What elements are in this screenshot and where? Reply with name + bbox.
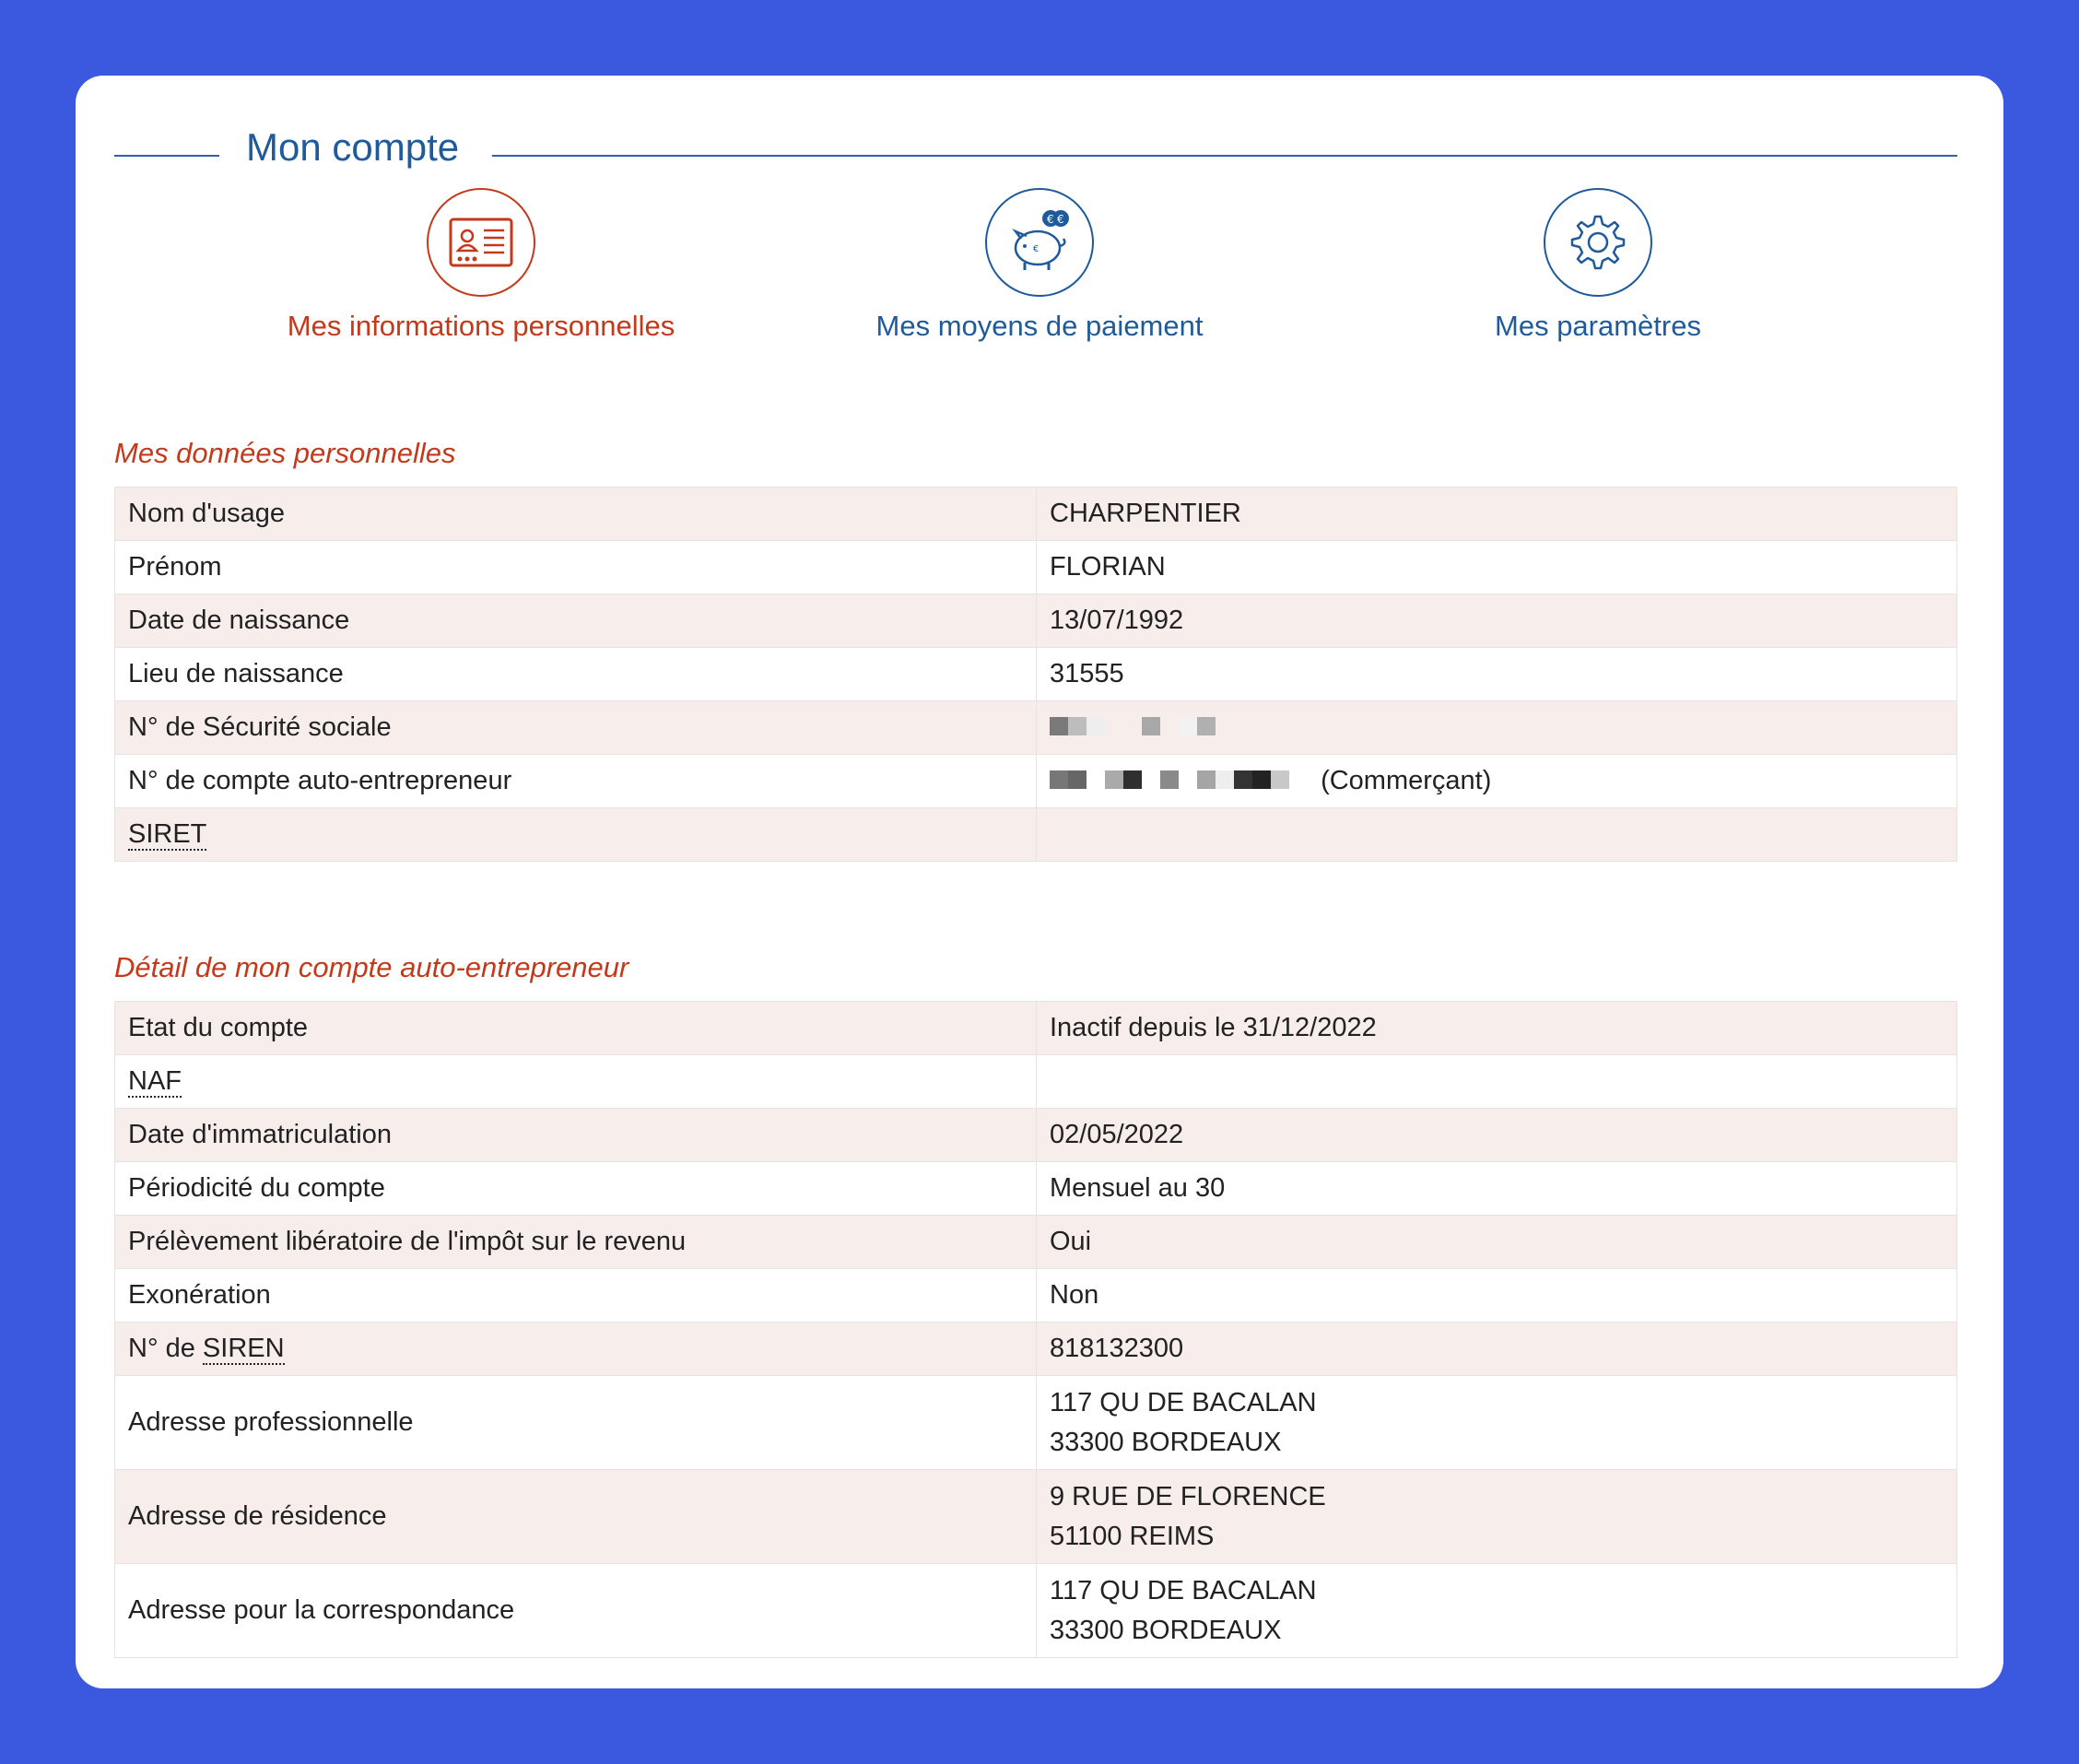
table-row	[115, 1323, 1957, 1376]
svg-text:€: €	[1047, 213, 1054, 226]
nav-payment-methods-label: Mes moyens de paiement	[875, 310, 1204, 342]
row-label	[115, 808, 1037, 862]
row-value-address	[1037, 1564, 1957, 1658]
nav-personal-info-label: Mes informations personnelles	[287, 310, 675, 342]
gear-icon	[1544, 188, 1652, 297]
naf-abbr: NAF	[128, 1066, 182, 1096]
row-label: Adresse pour la correspondance	[115, 1564, 1037, 1658]
table-row	[115, 1269, 1957, 1323]
nav-personal-info[interactable]	[159, 188, 804, 343]
row-value-address	[1037, 1470, 1957, 1564]
row-value	[1037, 755, 1957, 808]
row-value: 31555	[1037, 648, 1957, 701]
table-row	[115, 541, 1957, 594]
row-label: Périodicité du compte	[115, 1162, 1037, 1216]
nav-settings[interactable]	[1275, 188, 1920, 343]
row-value: Inactif depuis le 31/12/2022	[1037, 1002, 1957, 1055]
siren-abbr: SIREN	[202, 1334, 285, 1363]
row-value: CHARPENTIER	[1037, 488, 1957, 541]
row-label: N° de Sécurité sociale	[115, 701, 1037, 755]
row-label: N° de compte auto-entrepreneur	[115, 755, 1037, 808]
table-row	[115, 755, 1957, 808]
table-row	[115, 808, 1957, 862]
table-row	[115, 1216, 1957, 1269]
row-label: Prénom	[115, 541, 1037, 594]
svg-text:€: €	[1057, 213, 1064, 226]
masked-account-number	[1050, 770, 1289, 789]
table-row	[115, 701, 1957, 755]
row-value: Mensuel au 30	[1037, 1162, 1957, 1216]
row-value-masked	[1037, 701, 1957, 755]
account-type: (Commerçant)	[1321, 766, 1492, 795]
row-label: Date de naissance	[115, 594, 1037, 648]
table-row	[115, 1109, 1957, 1162]
row-label: Etat du compte	[115, 1002, 1037, 1055]
row-label: Nom d'usage	[115, 488, 1037, 541]
table-row	[115, 1470, 1957, 1564]
title-divider-left	[114, 155, 219, 157]
row-value: 02/05/2022	[1037, 1109, 1957, 1162]
row-value-address	[1037, 1376, 1957, 1470]
table-row	[115, 1002, 1957, 1055]
table-row	[115, 1055, 1957, 1109]
row-value	[1037, 1055, 1957, 1109]
table-row	[115, 594, 1957, 648]
address-line-1: 9 RUE DE FLORENCE	[1050, 1481, 1326, 1511]
masked-social-security-number	[1050, 717, 1216, 735]
table-row	[115, 648, 1957, 701]
row-value: FLORIAN	[1037, 541, 1957, 594]
page-title: Mon compte	[246, 125, 460, 169]
address-line-1: 117 QU DE BACALAN	[1050, 1387, 1317, 1417]
address-line-2: 33300 BORDEAUX	[1050, 1615, 1282, 1645]
row-label	[115, 1055, 1037, 1109]
section-title-personal: Mes données personnelles	[114, 437, 456, 469]
row-value: 818132300	[1037, 1323, 1957, 1376]
table-row	[115, 1376, 1957, 1470]
svg-text:€: €	[1033, 244, 1040, 254]
row-label: Adresse de résidence	[115, 1470, 1037, 1564]
piggy-bank-icon	[985, 188, 1094, 297]
row-label: Prélèvement libératoire de l'impôt sur le revenu	[115, 1216, 1037, 1269]
id-card-icon	[427, 188, 535, 297]
title-divider-right	[492, 155, 1957, 157]
address-line-1: 117 QU DE BACALAN	[1050, 1575, 1317, 1605]
row-label: Lieu de naissance	[115, 648, 1037, 701]
nav-payment-methods[interactable]	[717, 188, 1362, 343]
table-row	[115, 1564, 1957, 1658]
section-title-detail: Détail de mon compte auto-entrepreneur	[114, 951, 629, 983]
table-row	[115, 488, 1957, 541]
account-card	[76, 76, 2003, 1688]
row-label: Exonération	[115, 1269, 1037, 1323]
row-label: Date d'immatriculation	[115, 1109, 1037, 1162]
personal-data-table	[114, 487, 1957, 862]
table-row	[115, 1162, 1957, 1216]
siret-abbr: SIRET	[128, 819, 207, 849]
row-value: Oui	[1037, 1216, 1957, 1269]
address-line-2: 51100 REIMS	[1050, 1521, 1215, 1551]
row-value: 13/07/1992	[1037, 594, 1957, 648]
page-header	[114, 103, 1957, 177]
row-label: Adresse professionnelle	[115, 1376, 1037, 1470]
row-value	[1037, 808, 1957, 862]
address-line-2: 33300 BORDEAUX	[1050, 1427, 1282, 1457]
row-label: N° de SIREN	[115, 1323, 1037, 1376]
nav-settings-label: Mes paramètres	[1495, 310, 1701, 342]
account-detail-table	[114, 1001, 1957, 1658]
row-value: Non	[1037, 1269, 1957, 1323]
